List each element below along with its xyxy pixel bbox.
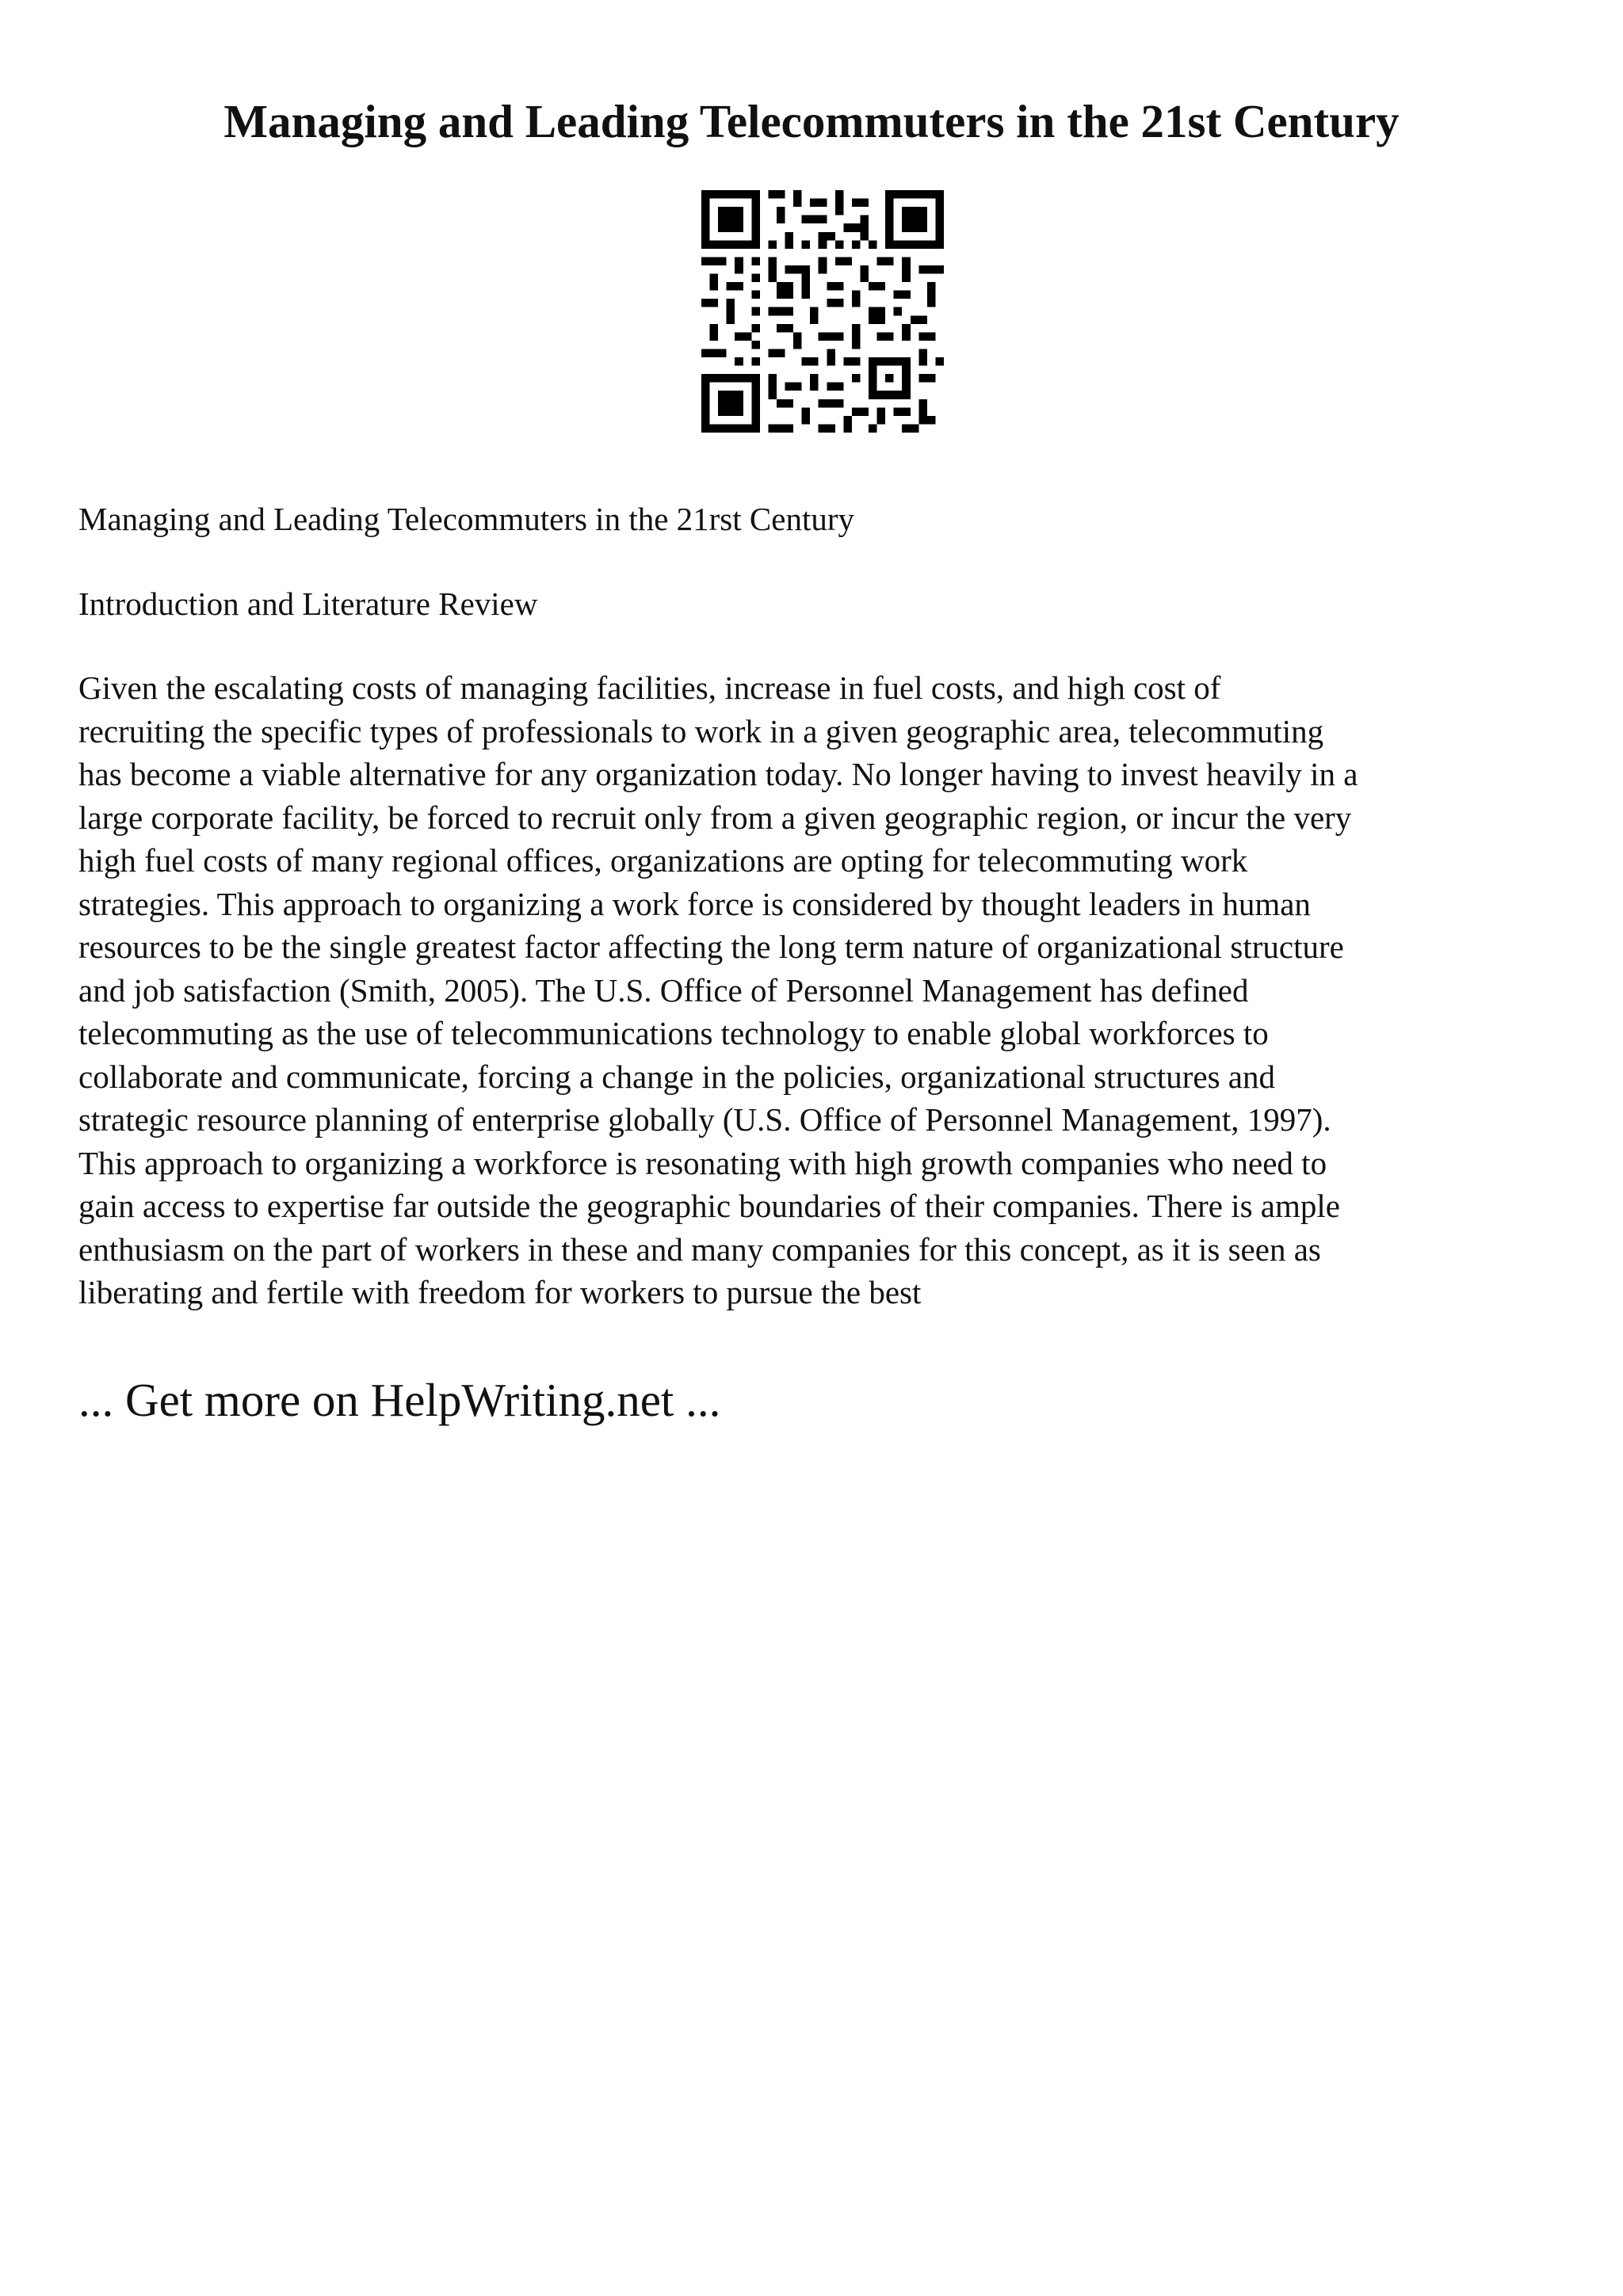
body-paragraph: Given the escalating costs of managing facilities, increase in fuel costs, and high cost of recruiting the specific types of professionals to work in a given geographic area, telecommuting has become a viable alternative for any organization today. No longer having to invest heavily in a large corporate facility, be forced to recruit only from a given geographic region, or incur the very high fuel costs of many regional offices, organizations are opting for telecommuting work strategies. This approach to organizing a work force is considered by thought leaders in human resources to be the single greatest factor affecting the long term nature of organizational structure and job satisfaction (Smith, 2005). The U.S. Office of Personnel Management has defined telecommuting as the use of telecommunications technology to enable global workforces to collaborate and communicate, forcing a change in the policies, organizational structures and strategic resource planning of enterprise globally (U.S. Office of Personnel Management, 1997). This approach to organizing a workforce is resonating with high growth companies who need to gain access to expertise far outside the geographic boundaries of their companies. There is ample enthusiasm on the part of workers in these and many companies for this concept, as it is seen as liberating and fertile with freedom for workers to pursue the best bbox=[78, 669, 1358, 1311]
get-more-link[interactable]: ... Get more on HelpWriting.net ... bbox=[78, 1374, 721, 1426]
document-title: Managing and Leading Telecommuters in the 21st Century bbox=[223, 95, 1400, 147]
document-subtitle: Managing and Leading Telecommuters in the 21rst Century bbox=[78, 501, 854, 537]
qr-code-icon bbox=[701, 190, 944, 433]
section-heading: Introduction and Literature Review bbox=[78, 585, 538, 622]
document-content bbox=[78, 498, 1552, 1314]
